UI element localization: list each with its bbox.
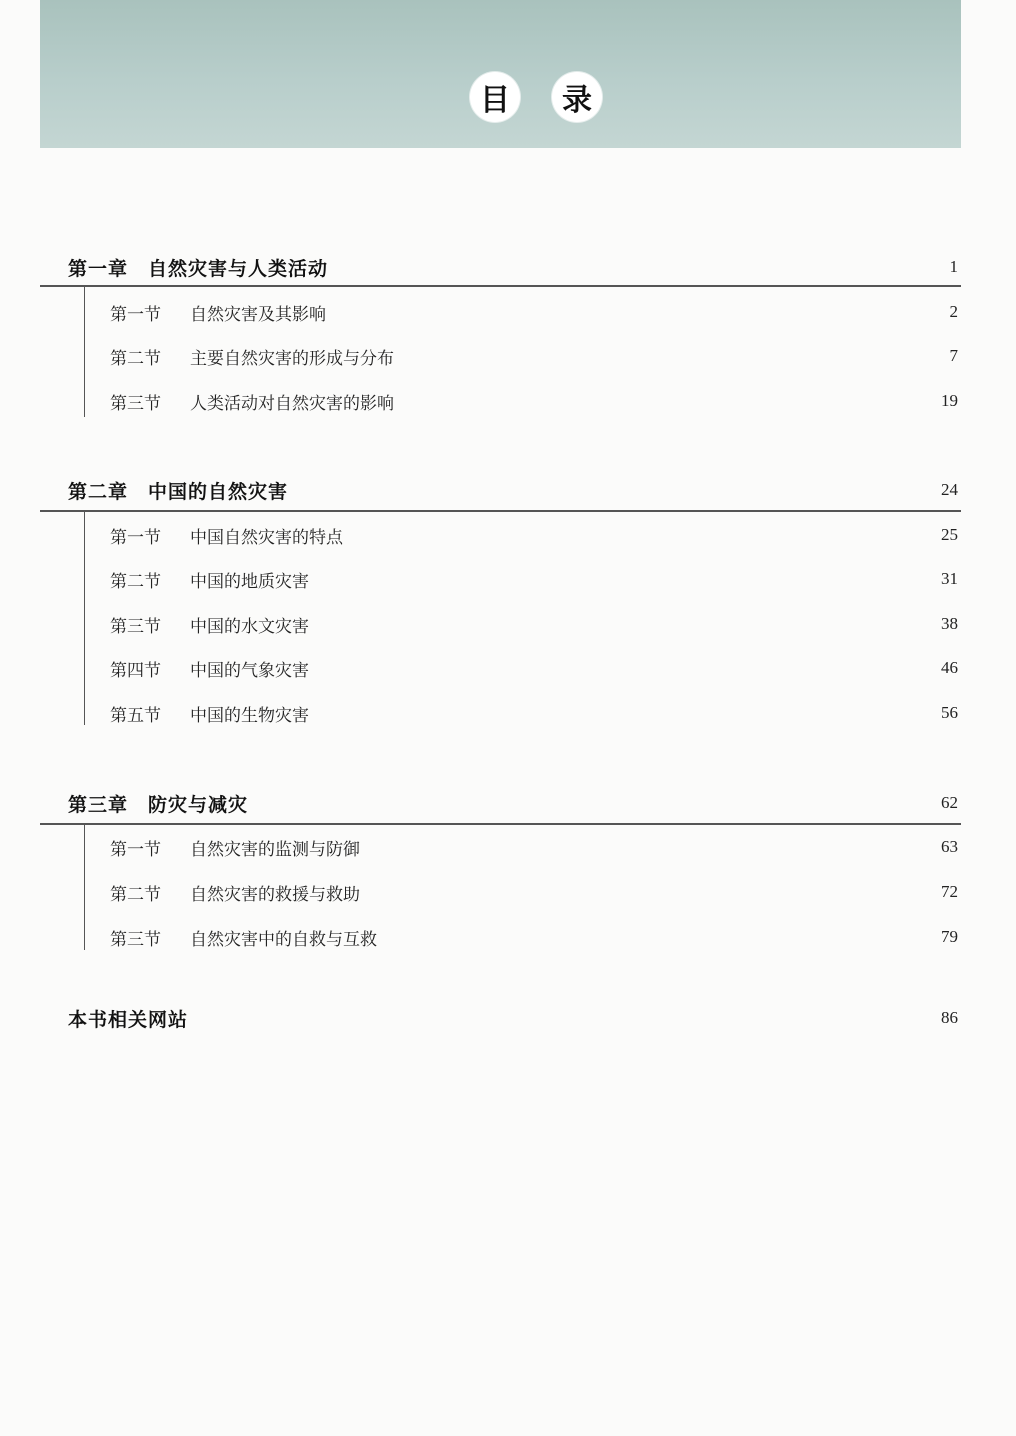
chapter-page-number: 24 (941, 480, 958, 499)
appendix-title: 本书相关网站 (68, 1008, 189, 1031)
section-number: 第三节 (110, 616, 161, 637)
section-number: 第二节 (110, 571, 161, 592)
section-page-number: 19 (941, 391, 958, 410)
section-entry[interactable] (110, 834, 958, 860)
chapter-title: 第二章 中国的自然灾害 (68, 480, 289, 503)
section-bracket (84, 287, 85, 417)
section-page-number: 79 (941, 927, 958, 946)
section-page-number: 2 (949, 302, 958, 321)
chapter-title: 第一章 自然灾害与人类活动 (68, 257, 329, 280)
section-number: 第二节 (110, 348, 161, 369)
section-title: 中国的水文灾害 (190, 616, 309, 637)
chapter-title: 第三章 防灾与减灾 (68, 793, 249, 816)
chapter-entry[interactable] (68, 251, 958, 283)
chapter-divider (40, 823, 961, 825)
section-page-number: 72 (941, 882, 958, 901)
section-page-number: 7 (949, 346, 958, 365)
section-bracket (84, 512, 85, 725)
section-title: 自然灾害的监测与防御 (190, 839, 360, 860)
section-page-number: 63 (941, 837, 958, 856)
section-title: 中国的生物灾害 (190, 705, 309, 726)
section-number: 第一节 (110, 527, 161, 548)
appendix-entry[interactable] (68, 1002, 958, 1034)
section-title: 主要自然灾害的形成与分布 (190, 348, 394, 369)
section-entry[interactable] (110, 299, 958, 325)
section-entry[interactable] (110, 522, 958, 548)
title-char: 录 (552, 72, 602, 122)
section-number: 第一节 (110, 304, 161, 325)
section-title: 中国自然灾害的特点 (190, 527, 343, 548)
section-title: 自然灾害中的自救与互救 (190, 929, 377, 950)
chapter-divider (40, 510, 961, 512)
chapter-divider (40, 285, 961, 287)
section-title: 自然灾害及其影响 (190, 304, 326, 325)
section-number: 第三节 (110, 393, 161, 414)
section-entry[interactable] (110, 700, 958, 726)
section-entry[interactable] (110, 879, 958, 905)
section-number: 第一节 (110, 839, 161, 860)
section-page-number: 56 (941, 703, 958, 722)
section-page-number: 25 (941, 525, 958, 544)
appendix-page-number: 86 (941, 1008, 958, 1027)
section-title: 人类活动对自然灾害的影响 (190, 393, 394, 414)
title-char: 目 (470, 72, 520, 122)
section-title: 中国的地质灾害 (190, 571, 309, 592)
section-number: 第三节 (110, 929, 161, 950)
section-page-number: 31 (941, 569, 958, 588)
section-page-number: 46 (941, 658, 958, 677)
section-entry[interactable] (110, 388, 958, 414)
section-entry[interactable] (110, 566, 958, 592)
section-entry[interactable] (110, 343, 958, 369)
section-bracket (84, 825, 85, 950)
section-title: 自然灾害的救援与救助 (190, 884, 360, 905)
section-page-number: 38 (941, 614, 958, 633)
chapter-entry[interactable] (68, 474, 958, 506)
section-entry[interactable] (110, 611, 958, 637)
section-title: 中国的气象灾害 (190, 660, 309, 681)
section-number: 第二节 (110, 884, 161, 905)
section-number: 第四节 (110, 660, 161, 681)
chapter-entry[interactable] (68, 787, 958, 819)
section-entry[interactable] (110, 924, 958, 950)
chapter-page-number: 62 (941, 793, 958, 812)
chapter-page-number: 1 (949, 257, 958, 276)
section-number: 第五节 (110, 705, 161, 726)
section-entry[interactable] (110, 655, 958, 681)
